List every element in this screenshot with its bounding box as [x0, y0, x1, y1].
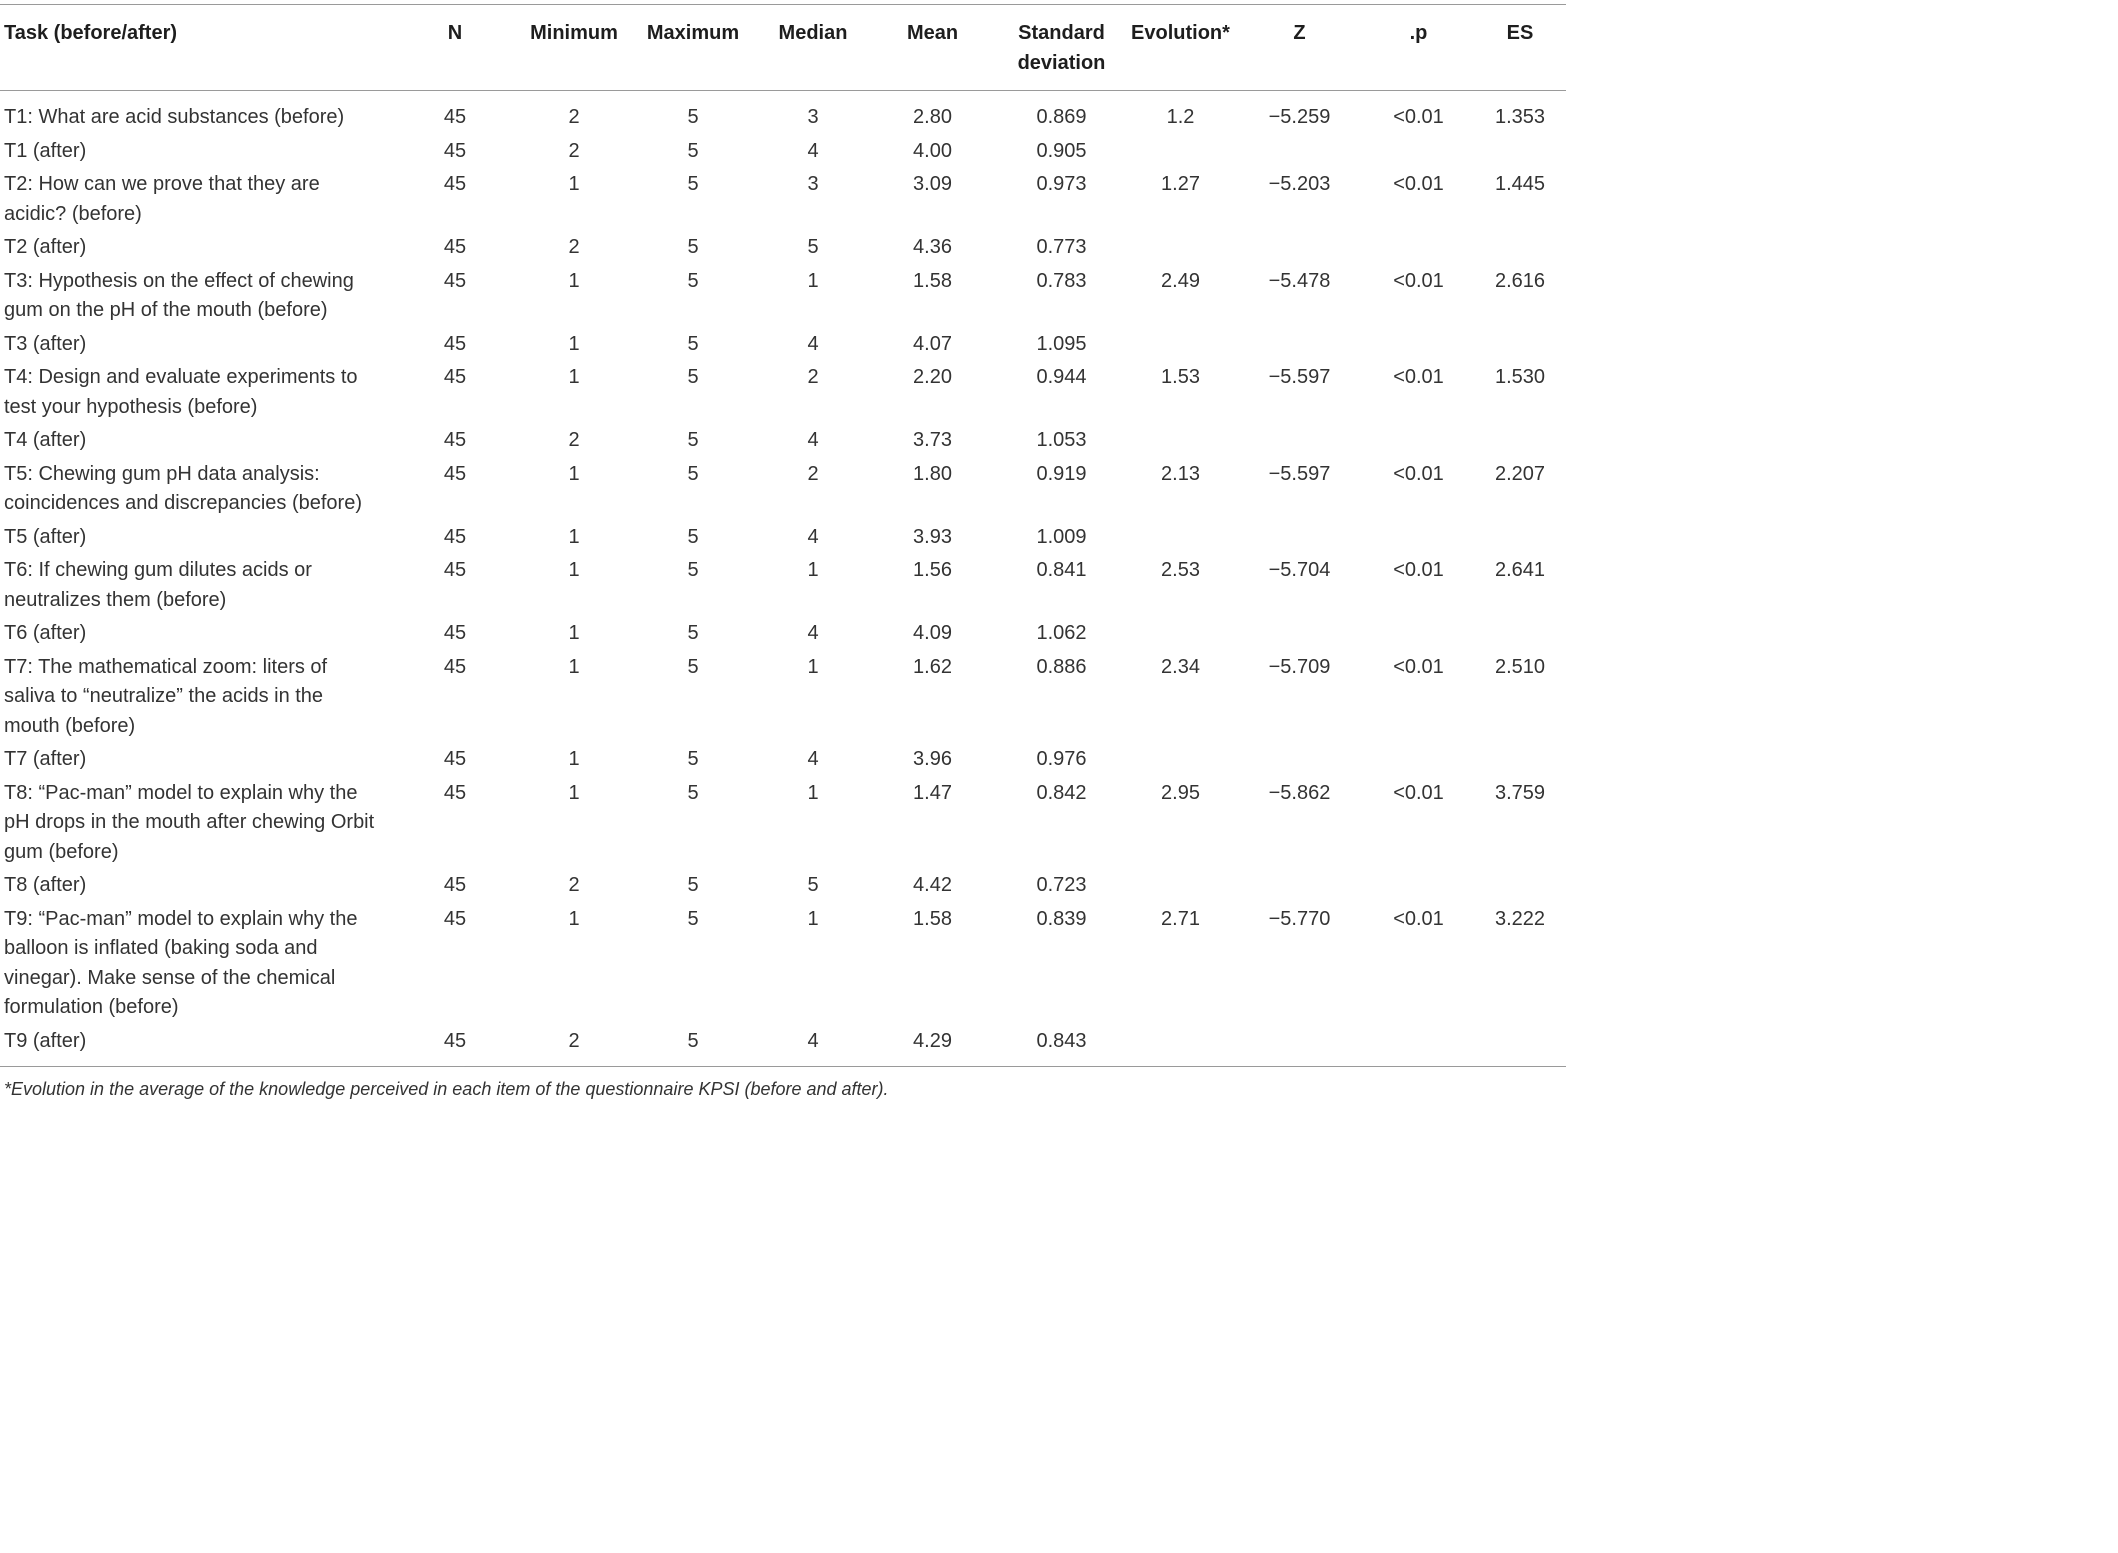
mean-cell: 4.29 [913, 1029, 952, 1052]
sd-cell: 0.783 [1036, 269, 1087, 292]
maximum-cell: 5 [687, 236, 699, 258]
median-cell: 2 [807, 366, 819, 388]
maximum-cell: 5 [687, 874, 699, 896]
n-cell: 45 [443, 429, 467, 451]
sd-cell: 1.062 [1036, 622, 1087, 644]
evolution-cell: 2.71 [1161, 907, 1200, 930]
z-cell: −5.709 [1268, 655, 1331, 678]
median-cell: 4 [807, 139, 819, 162]
n-cell: 45 [443, 525, 467, 548]
table-row [0, 135, 1566, 169]
task-cell: T9: “Pac-man” model to explain why the balloon is inflated (baking soda and vinegar). Make sense of the chemical formulation (before) [4, 907, 358, 1018]
es-cell: 1.353 [1494, 106, 1546, 128]
table-row [0, 231, 1566, 265]
table-row [0, 777, 1566, 870]
evolution-cell: 2.34 [1161, 655, 1200, 678]
task-cell: T3: Hypothesis on the effect of chewing gum on the pH of the mouth (before) [4, 269, 354, 321]
table-row [0, 617, 1566, 651]
maximum-cell: 5 [687, 1029, 699, 1052]
n-cell: 45 [443, 139, 467, 162]
task-cell: T5 (after) [4, 525, 87, 548]
sd-cell: 0.841 [1036, 559, 1087, 581]
table-row [0, 903, 1566, 1025]
task-cell: T8: “Pac-man” model to explain why the pH drops in the mouth after chewing Orbit gum (before) [4, 781, 375, 863]
mean-cell: 2.20 [913, 366, 952, 388]
mean-cell: 3.73 [913, 429, 952, 451]
n-cell: 45 [443, 781, 467, 804]
evolution-cell [1125, 328, 1236, 362]
minimum-cell: 2 [568, 106, 580, 128]
z-cell: −5.259 [1268, 106, 1331, 128]
es-cell: 2.510 [1494, 655, 1546, 678]
p-cell [1363, 617, 1474, 651]
task-cell: T4: Design and evaluate experiments to test your hypothesis (before) [4, 366, 358, 418]
sd-cell: 1.009 [1036, 525, 1087, 548]
es-cell [1474, 617, 1566, 651]
kpsi-results-table-container [0, 4, 1566, 1113]
z-cell: −5.597 [1268, 366, 1331, 388]
n-cell: 45 [443, 874, 467, 896]
p-cell [1363, 521, 1474, 555]
z-cell [1236, 617, 1363, 651]
task-cell: T1: What are acid substances (before) [4, 106, 345, 128]
evolution-cell: 2.13 [1161, 462, 1200, 485]
sd-cell: 0.944 [1036, 366, 1087, 388]
mean-cell: 4.42 [913, 874, 952, 896]
sd-cell: 0.886 [1036, 655, 1087, 678]
minimum-cell: 2 [568, 874, 580, 896]
evolution-cell: 1.53 [1161, 366, 1200, 388]
sd-cell: 0.976 [1036, 748, 1087, 770]
maximum-cell: 5 [687, 332, 699, 355]
evolution-cell [1125, 1025, 1236, 1067]
mean-cell: 1.58 [913, 907, 952, 930]
task-cell: T2: How can we prove that they are acidic? (before) [4, 173, 320, 225]
median-cell: 1 [807, 655, 819, 678]
p-cell [1363, 424, 1474, 458]
es-cell: 1.530 [1494, 366, 1546, 388]
task-cell: T6: If chewing gum dilutes acids or neutralizes them (before) [4, 559, 312, 611]
maximum-cell: 5 [687, 173, 699, 195]
median-cell: 5 [807, 874, 819, 896]
minimum-cell: 1 [568, 907, 580, 930]
p-cell: <0.01 [1393, 106, 1444, 128]
es-cell: 3.222 [1494, 907, 1546, 930]
table-row [0, 168, 1566, 231]
minimum-cell: 1 [568, 269, 580, 292]
z-cell [1236, 521, 1363, 555]
es-cell [1474, 135, 1566, 169]
mean-cell: 4.00 [913, 139, 952, 162]
median-cell: 4 [807, 622, 819, 644]
es-cell [1474, 743, 1566, 777]
sd-cell: 0.919 [1036, 462, 1087, 485]
es-cell [1474, 1025, 1566, 1067]
es-cell [1474, 424, 1566, 458]
minimum-cell: 1 [568, 622, 580, 644]
minimum-cell: 1 [568, 366, 580, 388]
table-row [0, 265, 1566, 328]
p-cell: <0.01 [1393, 173, 1444, 195]
evolution-cell [1125, 617, 1236, 651]
table-header [0, 5, 1566, 91]
mean-cell: 1.80 [913, 462, 952, 485]
evolution-cell: 1.27 [1161, 173, 1200, 195]
n-cell: 45 [443, 173, 467, 195]
median-cell: 1 [807, 907, 819, 930]
median-cell: 3 [807, 106, 819, 128]
maximum-cell: 5 [687, 559, 699, 581]
es-cell: 2.616 [1494, 269, 1546, 292]
p-cell [1363, 1025, 1474, 1067]
maximum-cell: 5 [687, 622, 699, 644]
z-cell [1236, 424, 1363, 458]
header-median: Median [778, 22, 848, 44]
maximum-cell: 5 [687, 429, 699, 451]
maximum-cell: 5 [687, 366, 699, 388]
minimum-cell: 1 [568, 559, 580, 581]
minimum-cell: 1 [568, 462, 580, 485]
task-cell: T7 (after) [4, 748, 87, 770]
minimum-cell: 1 [568, 332, 580, 355]
p-cell: <0.01 [1393, 269, 1444, 292]
p-cell: <0.01 [1393, 781, 1444, 804]
evolution-cell [1125, 869, 1236, 903]
task-cell: T3 (after) [4, 332, 87, 355]
z-cell: −5.862 [1268, 781, 1331, 804]
median-cell: 4 [807, 1029, 819, 1052]
z-cell: −5.704 [1268, 559, 1331, 581]
task-cell: T1 (after) [4, 139, 87, 162]
median-cell: 1 [807, 781, 819, 804]
evolution-cell [1125, 424, 1236, 458]
header-maximum: Maximum [646, 22, 740, 44]
median-cell: 3 [807, 173, 819, 195]
median-cell: 1 [807, 269, 819, 292]
evolution-cell: 2.49 [1161, 269, 1200, 292]
mean-cell: 3.09 [913, 173, 952, 195]
n-cell: 45 [443, 366, 467, 388]
evolution-cell: 2.95 [1161, 781, 1200, 804]
task-cell: T8 (after) [4, 874, 87, 896]
z-cell [1236, 231, 1363, 265]
evolution-cell: 2.53 [1161, 559, 1200, 581]
header-z: Z [1293, 22, 1306, 44]
minimum-cell: 2 [568, 139, 580, 162]
n-cell: 45 [443, 106, 467, 128]
table-row [0, 869, 1566, 903]
table-row [0, 1025, 1566, 1067]
median-cell: 4 [807, 525, 819, 548]
header-evolution: Evolution* [1131, 22, 1230, 44]
evolution-cell [1125, 135, 1236, 169]
table-row [0, 554, 1566, 617]
mean-cell: 3.96 [913, 748, 952, 770]
maximum-cell: 5 [687, 525, 699, 548]
table-row [0, 91, 1566, 135]
z-cell: −5.597 [1268, 462, 1331, 485]
median-cell: 2 [807, 462, 819, 485]
table-row [0, 743, 1566, 777]
table-row [0, 521, 1566, 555]
kpsi-results-table [0, 4, 1566, 1113]
evolution-cell [1125, 743, 1236, 777]
minimum-cell: 1 [568, 173, 580, 195]
evolution-cell: 1.2 [1166, 106, 1195, 128]
z-cell [1236, 743, 1363, 777]
maximum-cell: 5 [687, 106, 699, 128]
es-cell [1474, 328, 1566, 362]
es-cell [1474, 521, 1566, 555]
table-row [0, 458, 1566, 521]
mean-cell: 1.47 [913, 781, 952, 804]
es-cell: 2.641 [1494, 559, 1546, 581]
es-cell: 1.445 [1494, 173, 1546, 195]
evolution-cell [1125, 521, 1236, 555]
maximum-cell: 5 [687, 781, 699, 804]
mean-cell: 1.58 [913, 269, 952, 292]
median-cell: 1 [807, 559, 819, 581]
table-footer [0, 1067, 1566, 1113]
n-cell: 45 [443, 332, 467, 355]
z-cell [1236, 328, 1363, 362]
sd-cell: 0.773 [1036, 236, 1087, 258]
table-row [0, 651, 1566, 744]
sd-cell: 0.842 [1036, 781, 1087, 804]
minimum-cell: 1 [568, 748, 580, 770]
es-cell [1474, 869, 1566, 903]
table-body [0, 91, 1566, 1067]
table-row [0, 328, 1566, 362]
minimum-cell: 2 [568, 429, 580, 451]
maximum-cell: 5 [687, 462, 699, 485]
maximum-cell: 5 [687, 655, 699, 678]
sd-cell: 0.843 [1036, 1029, 1087, 1052]
header-n: N [447, 22, 463, 44]
n-cell: 45 [443, 559, 467, 581]
task-cell: T7: The mathematical zoom: liters of saliva to “neutralize” the acids in the mouth (before) [4, 655, 328, 737]
mean-cell: 4.36 [913, 236, 952, 258]
es-cell: 3.759 [1494, 781, 1546, 804]
task-cell: T5: Chewing gum pH data analysis: coincidences and discrepancies (before) [4, 462, 362, 514]
es-cell: 2.207 [1494, 462, 1546, 485]
mean-cell: 4.09 [913, 622, 952, 644]
n-cell: 45 [443, 748, 467, 770]
p-cell: <0.01 [1393, 462, 1444, 485]
minimum-cell: 2 [568, 1029, 580, 1052]
p-cell: <0.01 [1393, 655, 1444, 678]
n-cell: 45 [443, 622, 467, 644]
header-standard-deviation: Standard deviation [1017, 22, 1106, 74]
z-cell: −5.478 [1268, 269, 1331, 292]
median-cell: 4 [807, 429, 819, 451]
task-cell: T4 (after) [4, 429, 87, 451]
mean-cell: 2.80 [913, 106, 952, 128]
median-cell: 4 [807, 332, 819, 355]
minimum-cell: 1 [568, 525, 580, 548]
n-cell: 45 [443, 1029, 467, 1052]
maximum-cell: 5 [687, 139, 699, 162]
header-minimum: Minimum [530, 22, 618, 44]
z-cell [1236, 869, 1363, 903]
z-cell: −5.770 [1268, 907, 1331, 930]
z-cell [1236, 1025, 1363, 1067]
task-cell: T6 (after) [4, 622, 87, 644]
n-cell: 45 [443, 655, 467, 678]
n-cell: 45 [443, 907, 467, 930]
p-cell [1363, 869, 1474, 903]
sd-cell: 0.973 [1036, 173, 1087, 195]
z-cell: −5.203 [1268, 173, 1331, 195]
evolution-cell [1125, 231, 1236, 265]
mean-cell: 1.56 [913, 559, 952, 581]
n-cell: 45 [443, 236, 467, 258]
sd-cell: 0.869 [1036, 106, 1087, 128]
task-cell: T2 (after) [4, 236, 87, 258]
maximum-cell: 5 [687, 748, 699, 770]
table-footnote: *Evolution in the average of the knowledge perceived in each item of the questionnaire KPSI (before and after). [4, 1079, 889, 1099]
mean-cell: 4.07 [913, 332, 952, 355]
minimum-cell: 1 [568, 781, 580, 804]
header-es: ES [1506, 22, 1534, 44]
p-cell: <0.01 [1393, 907, 1444, 930]
mean-cell: 3.93 [913, 525, 952, 548]
p-cell [1363, 328, 1474, 362]
n-cell: 45 [443, 462, 467, 485]
sd-cell: 0.723 [1036, 874, 1087, 896]
header-row [0, 5, 1566, 91]
n-cell: 45 [443, 269, 467, 292]
header-task: Task (before/after) [4, 22, 178, 44]
header-mean: Mean [906, 22, 959, 44]
median-cell: 5 [807, 236, 819, 258]
p-cell [1363, 135, 1474, 169]
sd-cell: 1.095 [1036, 332, 1087, 355]
maximum-cell: 5 [687, 907, 699, 930]
p-cell [1363, 231, 1474, 265]
sd-cell: 1.053 [1036, 429, 1087, 451]
maximum-cell: 5 [687, 269, 699, 292]
table-row [0, 424, 1566, 458]
minimum-cell: 1 [568, 655, 580, 678]
z-cell [1236, 135, 1363, 169]
header-p: .p [1409, 22, 1428, 44]
task-cell: T9 (after) [4, 1029, 87, 1052]
minimum-cell: 2 [568, 236, 580, 258]
table-row [0, 361, 1566, 424]
mean-cell: 1.62 [913, 655, 952, 678]
p-cell [1363, 743, 1474, 777]
sd-cell: 0.905 [1036, 139, 1087, 162]
p-cell: <0.01 [1393, 366, 1444, 388]
sd-cell: 0.839 [1036, 907, 1087, 930]
p-cell: <0.01 [1393, 559, 1444, 581]
median-cell: 4 [807, 748, 819, 770]
es-cell [1474, 231, 1566, 265]
